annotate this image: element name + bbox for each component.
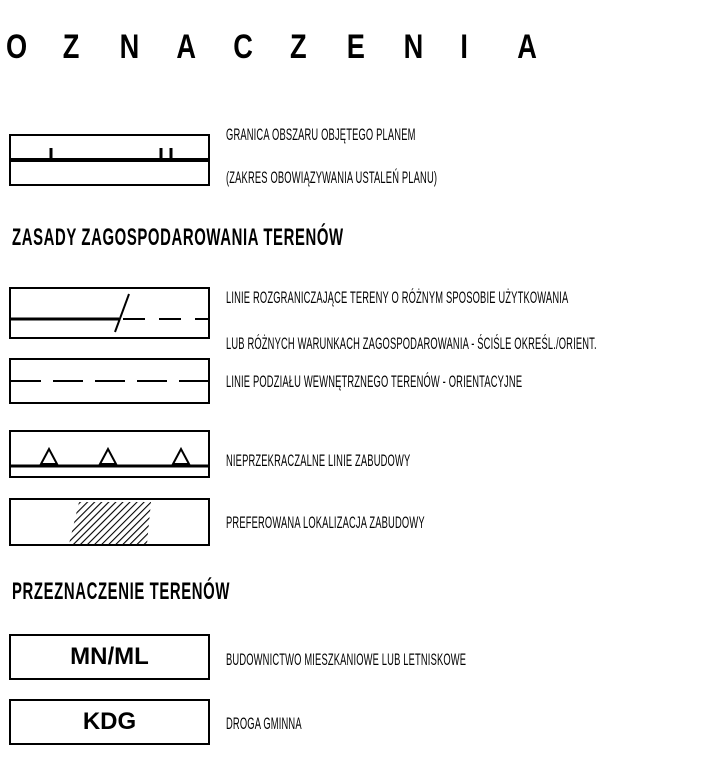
title-letter: N (119, 28, 140, 66)
preferred-location-label: PREFEROWANA LOKALIZACJA ZABUDOWY (226, 513, 425, 532)
title-letter: E (346, 28, 365, 66)
title-letter: A (517, 28, 537, 66)
title-letter: C (233, 28, 253, 66)
page-title (6, 28, 574, 67)
zone-code-kdg (9, 699, 210, 745)
internal-division-symbol (9, 358, 210, 404)
delineation-line-graphic (11, 289, 208, 337)
building-line-symbol (9, 430, 210, 478)
title-letter: Z (62, 28, 80, 66)
delineation-lines-symbol (9, 287, 210, 339)
title-letter: A (176, 28, 197, 66)
zone-label-kdg: DROGA GMINNA (226, 714, 302, 733)
boundary-label-2: (ZAKRES OBOWIĄZYWANIA USTALEŃ PLANU) (226, 168, 438, 187)
title-letter: O (6, 28, 28, 66)
boundary-symbol (9, 134, 210, 186)
section-heading-przeznaczenie: PRZEZNACZENIE TERENÓW (12, 578, 231, 605)
title-letter: N (403, 28, 424, 66)
building-line-label: NIEPRZEKRACZALNE LINIE ZABUDOWY (226, 451, 411, 470)
boundary-line-graphic (11, 136, 208, 184)
zone-code-mnml (9, 634, 210, 680)
zone-label-mnml: BUDOWNICTWO MIESZKANIOWE LUB LETNISKOWE (226, 650, 467, 669)
zone-code-label: MN/ML (70, 643, 149, 670)
hatched-area-graphic (11, 500, 208, 544)
internal-division-label: LINIE PODZIAŁU WEWNĘTRZNEGO TERENÓW - ORIENTACYJNE (226, 372, 523, 391)
section-heading-zasady: ZASADY ZAGOSPODAROWANIA TERENÓW (12, 224, 344, 251)
delineation-label-1: LINIE ROZGRANICZAJĄCE TERENY O RÓŻNYM SPOSOBIE UŻYTKOWANIA (226, 288, 569, 307)
internal-division-line-graphic (11, 360, 208, 402)
preferred-location-symbol (9, 498, 210, 546)
zone-code-label: KDG (82, 708, 137, 735)
delineation-label-2: LUB RÓŻNYCH WARUNKACH ZAGOSPODAROWANIA - ŚCIŚLE OKREŚL./ORIENT. (226, 334, 597, 353)
title-letter: Z (290, 28, 307, 66)
building-line-graphic (11, 432, 208, 476)
boundary-label-1: GRANICA OBSZARU OBJĘTEGO PLANEM (226, 125, 416, 144)
title-letter: I (460, 28, 468, 66)
